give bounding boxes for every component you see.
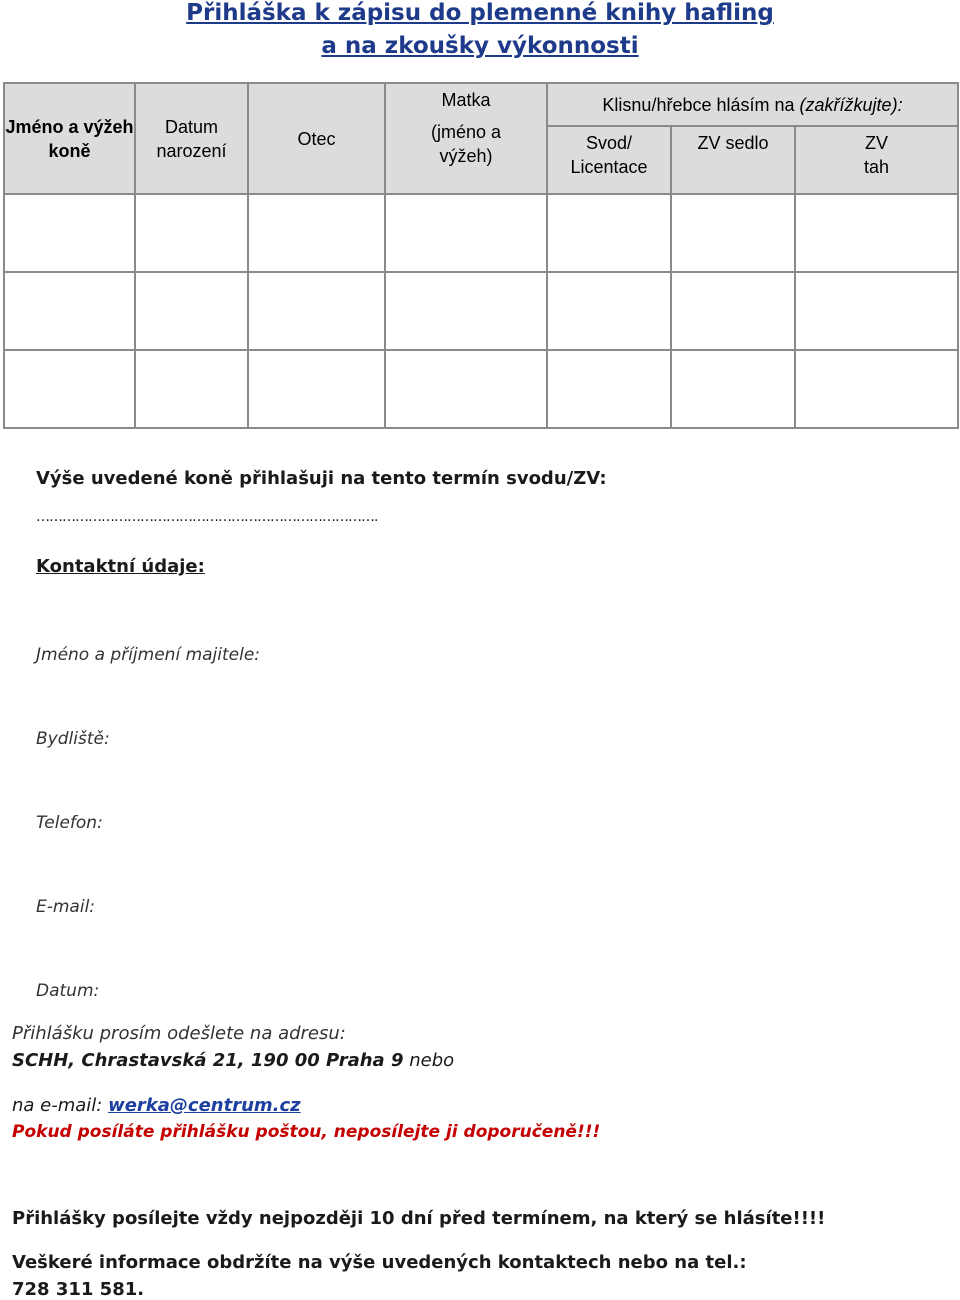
send-address-line <box>12 1050 454 1071</box>
cell-zv-sedlo[interactable] <box>671 350 795 428</box>
form-title-line2: a na zkoušky výkonnosti <box>321 33 639 59</box>
cell-father[interactable] <box>248 272 385 350</box>
header-group <box>547 83 958 126</box>
term-label: Výše uvedené koně přihlašuji na tento termín svodu/ZV: <box>36 468 607 489</box>
info-phone: 728 311 581. <box>12 1279 145 1300</box>
email-line <box>12 1095 301 1116</box>
header-svod: Svod/ Licentace <box>547 126 671 194</box>
email-link[interactable]: werka@centrum.cz <box>108 1095 301 1116</box>
header-group-title: Klisnu/hřebce hlásím na <box>602 94 795 115</box>
email-label: E-mail: <box>36 897 96 917</box>
table-row <box>4 350 958 428</box>
phone-label: Telefon: <box>36 813 103 833</box>
table-row <box>4 194 958 272</box>
header-zv-sedlo: ZV sedlo <box>671 126 795 194</box>
cell-zv-tah[interactable] <box>795 350 958 428</box>
warning-text: Pokud posíláte přihlášku poštou, neposílejte ji doporučeně!!! <box>12 1122 601 1142</box>
date-label: Datum: <box>36 981 100 1001</box>
header-mother <box>385 83 547 194</box>
cell-father[interactable] <box>248 350 385 428</box>
header-mother-sub: (jméno a výžeh) <box>430 122 502 166</box>
term-dots[interactable]: ……………………………………………………………………. <box>36 509 378 525</box>
registration-table <box>3 82 959 429</box>
email-prefix: na e-mail: <box>12 1095 109 1116</box>
cell-father[interactable] <box>248 194 385 272</box>
address-label: Bydliště: <box>36 729 110 749</box>
cell-zv-tah[interactable] <box>795 194 958 272</box>
cell-zv-sedlo[interactable] <box>671 194 795 272</box>
cell-mother[interactable] <box>385 194 547 272</box>
header-father: Otec <box>248 83 385 194</box>
cell-birth-date[interactable] <box>135 350 248 428</box>
cell-svod[interactable] <box>547 272 671 350</box>
header-group-hint: (zakřížkujte): <box>799 94 903 115</box>
cell-horse-name[interactable] <box>4 272 135 350</box>
deadline-text: Přihlášky posílejte vždy nejpozději 10 dní před termínem, na který se hlásíte!!!! <box>12 1208 826 1229</box>
info-line1: Veškeré informace obdržíte na výše uvedených kontaktech nebo na tel.: <box>12 1252 747 1273</box>
contact-heading: Kontaktní údaje: <box>36 556 205 577</box>
send-intro: Přihlášku prosím odešlete na adresu: <box>12 1023 346 1044</box>
header-horse-name: Jméno a výžeh koně <box>4 83 135 194</box>
cell-zv-tah[interactable] <box>795 272 958 350</box>
cell-zv-sedlo[interactable] <box>671 272 795 350</box>
owner-label: Jméno a příjmení majitele: <box>36 645 261 665</box>
form-title-line1: Přihláška k zápisu do plemenné knihy hafling <box>186 0 774 26</box>
cell-horse-name[interactable] <box>4 350 135 428</box>
cell-svod[interactable] <box>547 194 671 272</box>
header-birth-date: Datum narození <box>135 83 248 194</box>
cell-svod[interactable] <box>547 350 671 428</box>
cell-mother[interactable] <box>385 272 547 350</box>
send-address: SCHH, Chrastavská 21, 190 00 Praha 9 <box>12 1050 404 1071</box>
cell-birth-date[interactable] <box>135 194 248 272</box>
cell-mother[interactable] <box>385 350 547 428</box>
cell-horse-name[interactable] <box>4 194 135 272</box>
send-address-suffix: nebo <box>403 1050 455 1071</box>
table-row <box>4 272 958 350</box>
header-mother-label: Matka <box>441 90 491 110</box>
cell-birth-date[interactable] <box>135 272 248 350</box>
header-zv-tah: ZV tah <box>795 126 958 194</box>
